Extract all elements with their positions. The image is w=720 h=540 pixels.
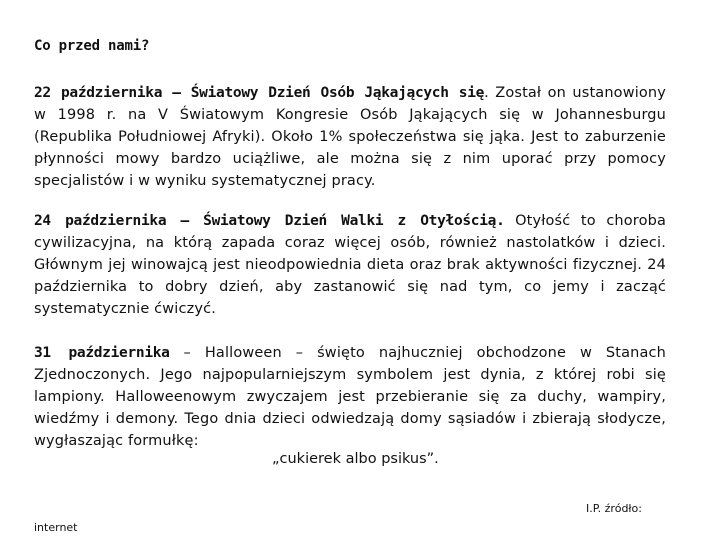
paragraph-lead: 31 października (34, 345, 170, 361)
paragraph-lead: 24 października – Światowy Dzień Walki z Otyłością. (34, 213, 505, 229)
halloween-quote: „cukierek albo psikus”. (272, 451, 439, 467)
paragraph-stuttering-day (34, 82, 666, 192)
paragraph-obesity-day (34, 210, 666, 320)
source-credit-continued: internet (34, 521, 78, 534)
paragraph-body: . Został on ustanowiony w 1998 r. na V Światowym Kongresie Osób Jąkających się w Johannesburgu (Republika Południowej Afryki). Około 1% społeczeństwa się jąka. Jest to zaburzenie płynności mowy bardzo uciążliwe, ale można się z nim uporać przy pomocy specjalistów i w wyniku systematycznej pracy. (34, 85, 666, 189)
paragraph-body: Otyłość to choroba cywilizacyjna, na którą zapada coraz więcej osób, również nastolatków i dzieci. Głównym jej winowajcą jest nieodpowiednia dieta oraz brak aktywności fizycznej. 24 października to dobry dzień, aby zastanowić się nad tym, co jemy i zacząć systematycznie ćwiczyć. (34, 213, 667, 317)
paragraph-lead: 22 października – Światowy Dzień Osób Jąkających się (34, 85, 485, 101)
section-heading: Co przed nami? (34, 38, 150, 54)
source-credit: I.P. źródło: (586, 502, 642, 515)
paragraph-body: – Halloween – święto najhuczniej obchodzone w Stanach Zjednoczonych. Jego najpopularniejszym symbolem jest dynia, z której robi się lampiony. Halloweenowym zwyczajem jest przebieranie się za duchy, wampiry, wiedźmy i demony. Tego dnia dzieci odwiedzają domy sąsiadów i zbierają słodycze, wygłaszając formułkę: (34, 345, 666, 449)
paragraph-halloween (34, 342, 666, 452)
